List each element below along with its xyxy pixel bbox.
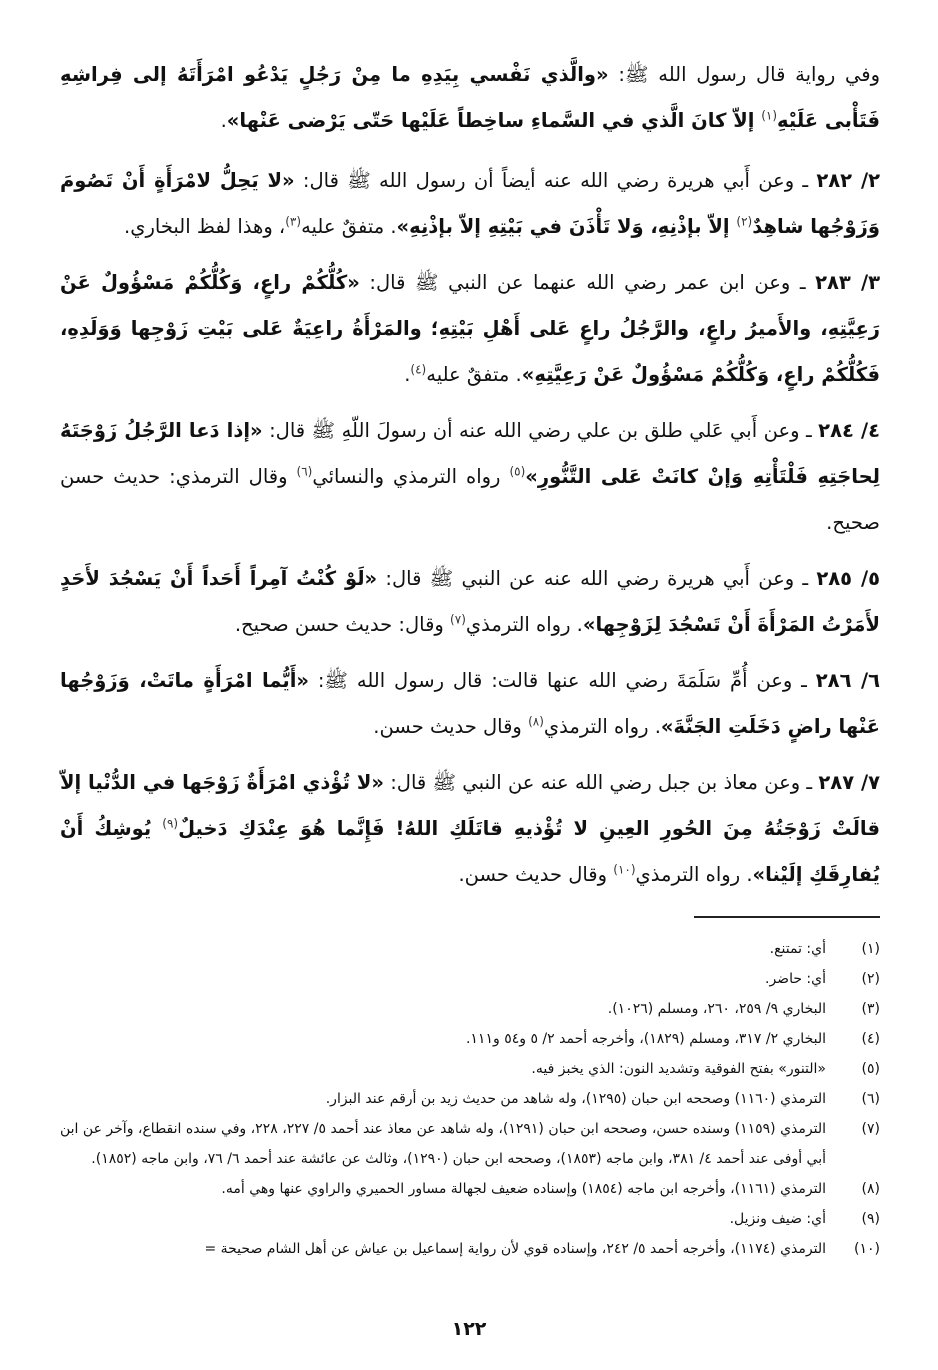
footnote-ref[interactable]: (٧) [450, 612, 466, 627]
footnote-number: (٥) [861, 1061, 880, 1077]
hadith-tail: . [220, 109, 227, 132]
footnote [60, 1174, 880, 1204]
hadith-paragraph [60, 556, 880, 648]
footnote-number: (٢) [861, 971, 880, 987]
hadith-number: ٣/ ٢٨٣ [815, 271, 881, 294]
footnote-number: (٣) [861, 1001, 880, 1017]
footnote [60, 934, 880, 964]
hadith-quote: «أَيُّما امْرَأَةٍ ماتَتْ، وَزَوْجُها عَنْها راضٍ دَخَلَتِ الجَنَّةَ» [60, 669, 880, 738]
hadith-tail: رواه الترمذي والنسائي [312, 465, 510, 488]
hadith-paragraph [60, 658, 880, 750]
footnote-text: الترمذي (١١٦٠) وصححه ابن حبان (١٢٩٥)، وله شاهد من حديث زيد بن أرقم عند البزار. [325, 1091, 826, 1107]
hadith-tail-cont: وقال حديث حسن. [373, 715, 529, 738]
footnote-ref[interactable]: (٥) [509, 464, 526, 479]
hadith-tail-cont: وقال حديث حسن. [458, 863, 614, 886]
footnote-text: أي: ضيف ونزيل. [729, 1211, 826, 1227]
footnote [60, 994, 880, 1024]
footnote-separator [694, 916, 880, 918]
hadith-quote: «لا يَحِلُّ لامْرَأَةٍ أَنْ تَصُومَ وَزَوْجُها شاهِدٌ [60, 169, 880, 238]
hadith-quote-cont: إلاّ بإذْنِهِ، وَلا تَأْذَنَ في بَيْتِهِ إلاّ بإذْنِهِ» [396, 215, 737, 238]
hadith-tail-cont: . [404, 363, 411, 386]
hadith-tail-cont: وقال الترمذي: حديث حسن صحيح. [60, 465, 880, 534]
footnotes [60, 934, 880, 1264]
hadith-intro: ـ وعن ابن عمر رضي الله عنهما عن النبي ﷺ قال: [359, 271, 816, 294]
hadith-intro: ـ وعن أَبي عَلي طلق بن علي رضي الله عنه أن رسولَ اللّهِ ﷺ قال: [262, 419, 819, 442]
footnote [60, 1054, 880, 1084]
hadith-quote: «والَّذي نَفْسي بِيَدِهِ ما مِنْ رَجُلٍ يَدْعُو امْرَأَتَهُ إلى فِراشِهِ فَتَأْبى عَلَيْهِ [60, 63, 880, 132]
hadith-intro: ـ وعن أَبي هريرة رضي الله عنه عن النبي ﷺ قال: [377, 567, 817, 590]
hadith-intro: ـ وعن أُمِّ سَلَمَةَ رضي الله عنها قالت: قال رسول الله ﷺ: [308, 669, 816, 692]
footnote [60, 1084, 880, 1114]
footnote-text: أي: حاضر. [765, 971, 826, 987]
hadith-tail: . رواه الترمذي [465, 613, 583, 636]
hadith-number: ٥/ ٢٨٥ [816, 567, 880, 590]
hadith-quote-cont: إلاّ كانَ الَّذي في السَّماءِ ساخِطاً عَلَيْها حَتّى يَرْضى عَنْها» [226, 109, 762, 132]
hadith-intro: ـ وعن معاذ بن جبل رضي الله عنه عن النبي ﷺ قال: [383, 771, 819, 794]
footnote-ref[interactable]: (٨) [528, 714, 544, 729]
footnote-text: الترمذي (١١٦١)، وأخرجه ابن ماجه (١٨٥٤) وإسناده ضعيف لجهالة مساور الحميري والراوي عنها وهي أمه. [221, 1181, 826, 1197]
hadith-number: ٧/ ٢٨٧ [818, 771, 880, 794]
hadith-paragraph [60, 260, 880, 398]
footnote-ref[interactable]: (١٠) [613, 862, 636, 877]
footnote-ref[interactable]: (٦) [296, 464, 313, 479]
hadith-number: ٢/ ٢٨٢ [816, 169, 880, 192]
hadith-paragraph [60, 408, 880, 546]
hadith-quote-cont: يُوشِكُ أَنْ يُفارِقَكِ إلَيْنا» [60, 817, 880, 886]
hadith-tail: . رواه الترمذي [635, 863, 753, 886]
footnote-number: (٨) [861, 1181, 880, 1197]
footnote-ref[interactable]: (١) [761, 108, 778, 123]
hadith-paragraph [60, 760, 880, 898]
footnote-text: البخاري ٢/ ٣١٧، ومسلم (١٨٢٩)، وأخرجه أحمد ٢/ ٥ و٥٤ و١١١. [465, 1031, 826, 1047]
footnote-text: أي: تمتنع. [769, 941, 826, 957]
hadith-tail-cont: وقال: حديث حسن صحيح. [234, 613, 451, 636]
footnote-text: البخاري ٩/ ٢٥٩، ٢٦٠، ومسلم (١٠٢٦). [607, 1001, 826, 1017]
hadith-number: ٦/ ٢٨٦ [815, 669, 880, 692]
footnote-number: (١) [861, 941, 880, 957]
footnote-text: الترمذي (١١٧٤)، وأخرجه أحمد ٥/ ٢٤٢، وإسناده قوي لأن رواية إسماعيل بن عياش عن أهل الشام صحيحة = [204, 1241, 826, 1257]
footnote-ref[interactable]: (٩) [162, 816, 179, 831]
main-text [60, 52, 880, 898]
hadith-quote: «إذا دَعا الرَّجُلُ زَوْجَتَهُ لِحاجَتِهِ فَلْتَأْتِهِ وَإنْ كانَتْ عَلى التَّنُّورِ» [60, 419, 880, 488]
footnote-number: (٩) [861, 1211, 880, 1227]
hadith-intro: ـ وعن أَبي هريرة رضي الله عنه أيضاً أن رسول الله ﷺ قال: [294, 169, 817, 192]
footnote-ref[interactable]: (٢) [736, 214, 753, 229]
footnote-number: (١٠) [854, 1241, 880, 1257]
hadith-quote: «كُلُّكُمْ راعٍ، وَكُلُّكُمْ مَسْؤُولٌ عَنْ رَعِيَّتِهِ، والأَميرُ راعٍ، والرَّجُلُ راعٍ عَلى أَهْلِ بَيْتِهِ؛ والمَرْأَةُ راعِيَةٌ عَلى بَيْتِ زَوْجِها وَوَلَدِهِ، فَكُلُّكُمْ راعٍ، وَكُلُّكُمْ مَسْؤُولٌ عَنْ رَعِيَّتِهِ» [60, 271, 880, 386]
footnote-ref[interactable]: (٣) [285, 214, 302, 229]
hadith-tail: . متفقٌ عليه [426, 363, 522, 386]
footnote-number: (٦) [861, 1091, 880, 1107]
hadith-number: ٤/ ٢٨٤ [818, 419, 880, 442]
hadith-tail-cont: ، وهذا لفظ البخاري. [124, 215, 286, 238]
hadith-intro: وفي رواية قال رسول الله ﷺ: [608, 63, 880, 86]
hadith-paragraph [60, 158, 880, 250]
footnote [60, 1024, 880, 1054]
footnote-number: (٤) [861, 1031, 880, 1047]
footnote-ref[interactable]: (٤) [410, 362, 427, 377]
footnote [60, 1204, 880, 1234]
footnote-text: الترمذي (١١٥٩) وسنده حسن، وصححه ابن حبان (١٢٩١)، وله شاهد عن معاذ عند أحمد ٥/ ٢٢٧، ٢٢٨، وفي سنده انقطاع، وآخر عن ابن أبي أوفى عند أحمد ٤/ ٣٨١، وابن ماجه (١٨٥٣)، وصححه ابن حبان (١٢٩٠)، وثالث عن عائشة عند أحمد ٦/ ٧٦، وابن ماجه (١٨٥٢). [60, 1121, 826, 1167]
hadith-tail: . رواه الترمذي [543, 715, 661, 738]
footnote [60, 1114, 880, 1174]
page-number: ١٢٢ [451, 1318, 487, 1340]
footnote [60, 1234, 880, 1264]
hadith-tail: . متفقٌ عليه [301, 215, 397, 238]
footnote-number: (٧) [861, 1121, 880, 1137]
hadith-paragraph [60, 52, 880, 144]
hadith-quote: «لَوْ كُنْتُ آمِراً أَحَداً أَنْ يَسْجُدَ لأَحَدٍ لأَمَرْتُ المَرْأَةَ أَنْ تَسْجُدَ لِزَوْجِها» [60, 567, 880, 636]
footnote [60, 964, 880, 994]
hadith-quote: «لا تُؤْذي امْرَأَةٌ زَوْجَها في الدُّنْيا إلاّ قالَتْ زَوْجَتُهُ مِنَ الحُورِ العِينِ لا تُؤْذيهِ قاتَلَكِ اللهُ! فَإِنَّما هُوَ عِنْدَكِ دَخيلٌ [60, 771, 880, 840]
footnote-text: «التنور» بفتح الفوقية وتشديد النون: الذي يخبز فيه. [531, 1061, 826, 1077]
